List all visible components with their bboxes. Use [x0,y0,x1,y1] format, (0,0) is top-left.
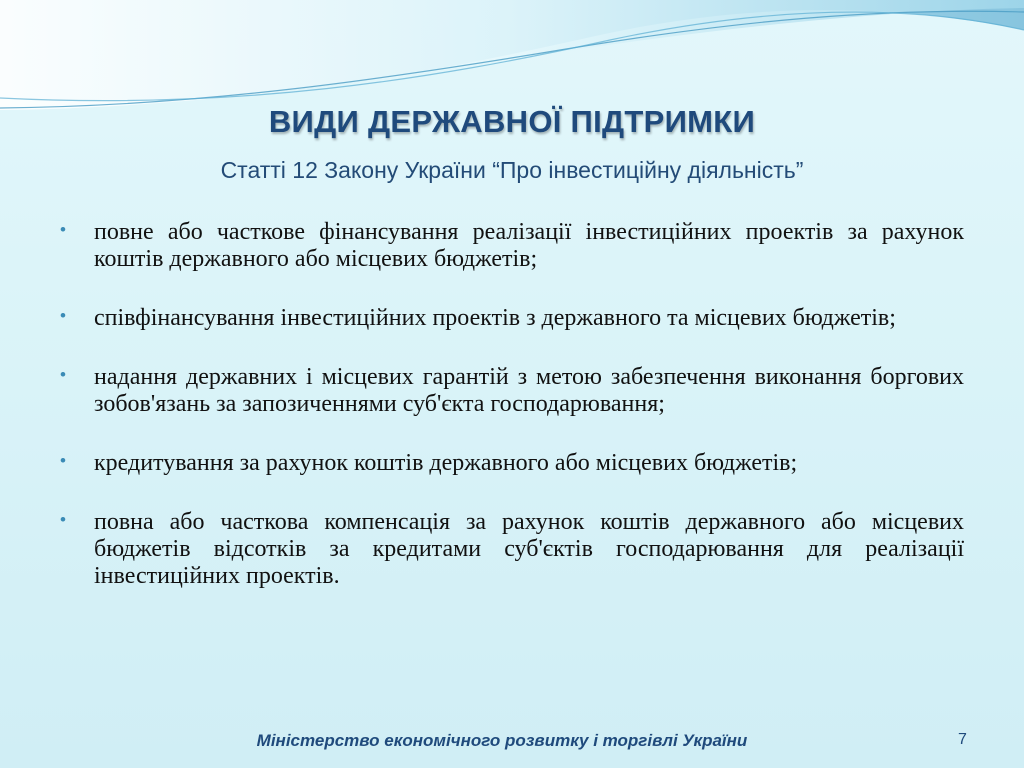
bullet-text: надання державних і місцевих гарантій з метою забезпечення виконання боргових зобов'язань за запозиченнями суб'єкта господарювання; [94,364,964,417]
slide-subtitle: Статті 12 Закону України “Про інвестиційну діяльність” [220,157,804,183]
bullet-icon: • [60,365,66,384]
list-item [56,219,964,273]
bullet-icon: • [60,510,66,529]
bullet-text: кредитування за рахунок коштів державного або місцевих бюджетів; [94,450,798,476]
bullet-text: повна або часткова компенсація за рахунок коштів державного або місцевих бюджетів відсотків за кредитами суб'єктів господарювання для реалізації інвестиційних проектів. [94,509,964,589]
bullet-text: співфінансування інвестиційних проектів з державного та місцевих бюджетів; [94,305,896,331]
bullet-list [56,219,964,622]
list-item [56,509,964,590]
slide-title: ВИДИ ДЕРЖАВНОЇ ПІДТРИМКИ [268,104,756,139]
bullet-icon: • [60,220,66,239]
bullet-icon: • [60,306,66,325]
page-number: 7 [958,731,967,748]
bullet-icon: • [60,451,66,470]
footer-organization: Міністерство економічного розвитку і торгівлі України [256,731,748,750]
list-item [56,364,964,418]
list-item [56,450,964,477]
bullet-text: повне або часткове фінансування реалізації інвестиційних проектів за рахунок коштів державного або місцевих бюджетів; [94,219,964,272]
list-item [56,305,964,332]
